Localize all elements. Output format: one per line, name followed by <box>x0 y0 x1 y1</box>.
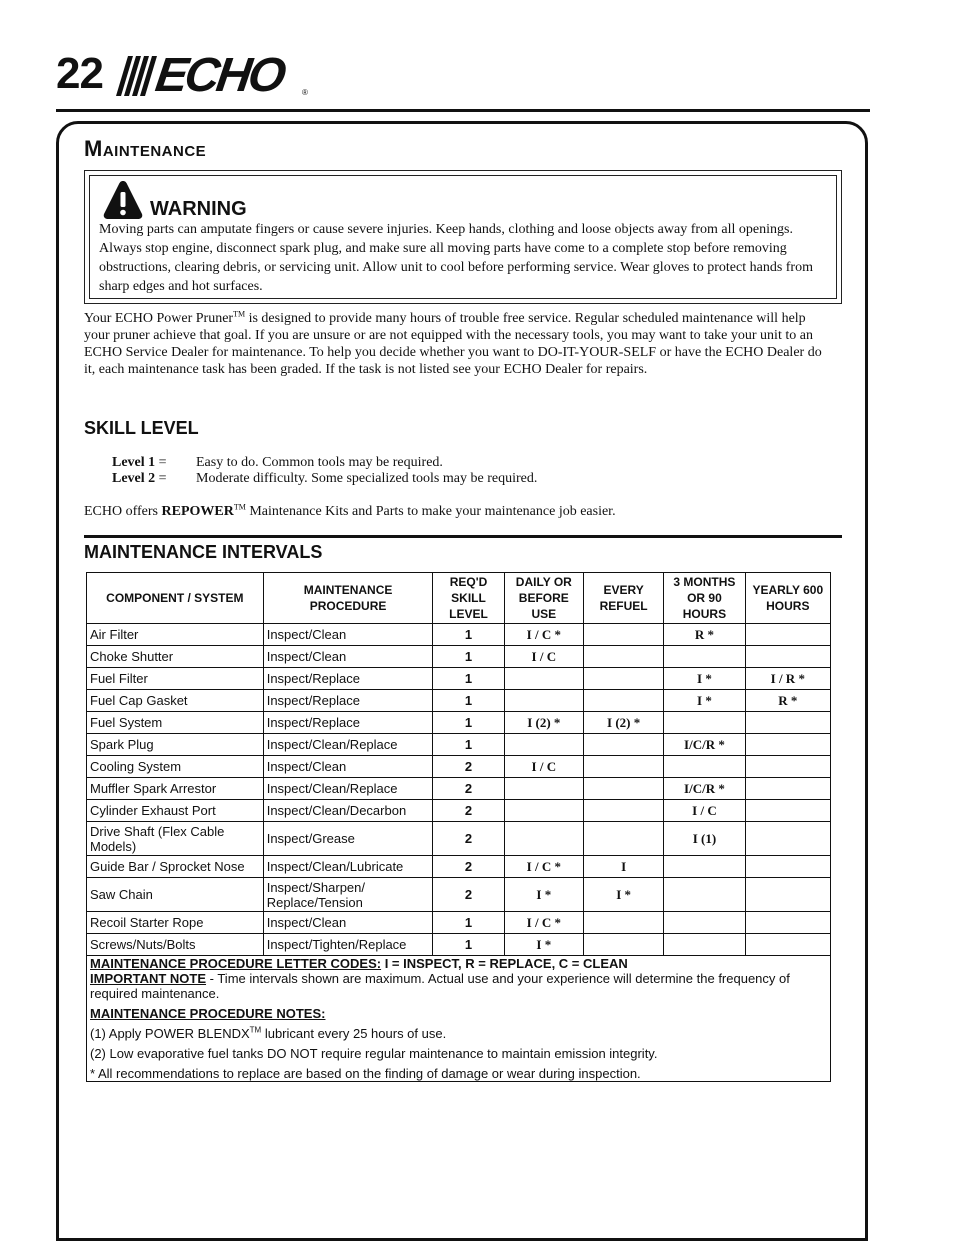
cell-daily <box>504 734 583 756</box>
cell-yearly: R * <box>745 690 830 712</box>
cell-skill: 1 <box>433 734 504 756</box>
table-row <box>87 756 831 778</box>
table-row <box>87 668 831 690</box>
cell-yearly: I / R * <box>745 668 830 690</box>
cell-daily: I * <box>504 878 583 912</box>
logo-stripes-icon <box>116 56 158 96</box>
cell-refuel: I (2) * <box>583 712 663 734</box>
cell-yearly <box>745 912 830 934</box>
cell-daily: I (2) * <box>504 712 583 734</box>
cell-skill: 2 <box>433 778 504 800</box>
intro-text-rest: is designed to provide many hours of trouble free service. Regular scheduled maintenance will help your pruner achieve that goal. If you are unsure or are not equipped with the necessary tools, you may want to take your unit to an ECHO Service Dealer for maintenance. To help you decide whether you want to DO-IT-YOUR-SELF or have the ECHO Dealer do it, each maintenance task has been graded. If the task is not listed see your ECHO Dealer for repairs. <box>84 311 822 377</box>
logo-text: ECHO <box>152 49 287 102</box>
cell-component: Spark Plug <box>87 734 264 756</box>
note-1: (1) Apply POWER BLENDX™ lubricant every 25 hours of use. <box>90 1025 447 1041</box>
skill-level-title: SKILL LEVEL <box>84 418 199 438</box>
warning-inner-border <box>89 175 837 299</box>
cell-daily <box>504 668 583 690</box>
cell-procedure: Inspect/Clean/Replace <box>263 734 433 756</box>
cell-procedure: Inspect/Clean <box>263 912 433 934</box>
cell-skill: 1 <box>433 934 504 956</box>
cell-yearly <box>745 934 830 956</box>
level-1-label: Level 1 = <box>112 455 167 470</box>
cell-component: Fuel Cap Gasket <box>87 690 264 712</box>
cell-months <box>664 912 745 934</box>
cell-daily: I / C <box>504 646 583 668</box>
cell-procedure: Inspect/Sharpen/ Replace/Tension <box>263 878 433 912</box>
cell-skill: 1 <box>433 668 504 690</box>
header-skill: REQ'D SKILL LEVEL <box>433 573 504 624</box>
table-header-row <box>87 573 831 624</box>
notes-cell <box>87 956 831 1082</box>
cell-procedure: Inspect/Clean/Replace <box>263 778 433 800</box>
cell-skill: 2 <box>433 878 504 912</box>
cell-component: Fuel System <box>87 712 264 734</box>
procedure-notes-label: MAINTENANCE PROCEDURE NOTES: <box>90 1006 326 1021</box>
cell-refuel <box>583 690 663 712</box>
repower-brand: REPOWER <box>161 504 234 519</box>
cell-yearly <box>745 734 830 756</box>
cell-daily <box>504 690 583 712</box>
cell-months: I/C/R * <box>664 778 745 800</box>
cell-skill: 2 <box>433 756 504 778</box>
cell-daily <box>504 778 583 800</box>
cell-yearly <box>745 646 830 668</box>
cell-skill: 1 <box>433 912 504 934</box>
cell-yearly <box>745 756 830 778</box>
cell-months <box>664 934 745 956</box>
cell-skill: 1 <box>433 646 504 668</box>
letter-codes: MAINTENANCE PROCEDURE LETTER CODES: I = INSPECT, R = REPLACE, C = CLEAN <box>90 956 628 971</box>
cell-refuel <box>583 668 663 690</box>
trademark-mark: TM <box>233 309 246 319</box>
maintenance-intervals-title: MAINTENANCE INTERVALS <box>84 542 323 562</box>
level-2-label: Level 2 = <box>112 471 167 486</box>
cell-component: Fuel Filter <box>87 668 264 690</box>
cell-skill: 2 <box>433 822 504 856</box>
cell-component: Cooling System <box>87 756 264 778</box>
level-2-description: Moderate difficulty. Some specialized tools may be required. <box>196 471 538 486</box>
cell-daily: I / C <box>504 756 583 778</box>
cell-months <box>664 712 745 734</box>
table-row <box>87 822 831 856</box>
cell-refuel: I <box>583 856 663 878</box>
cell-daily: I / C * <box>504 624 583 646</box>
cell-yearly <box>745 856 830 878</box>
cell-component: Recoil Starter Rope <box>87 912 264 934</box>
cell-daily <box>504 822 583 856</box>
cell-months: R * <box>664 624 745 646</box>
warning-title: WARNING <box>150 198 247 220</box>
cell-refuel <box>583 624 663 646</box>
table-row <box>87 856 831 878</box>
cell-yearly <box>745 624 830 646</box>
header-yearly: YEARLY 600 HOURS <box>745 573 830 624</box>
cell-months: I/C/R * <box>664 734 745 756</box>
notes-row <box>87 956 831 1082</box>
cell-component: Cylinder Exhaust Port <box>87 800 264 822</box>
cell-procedure: Inspect/Replace <box>263 690 433 712</box>
section-rule <box>84 535 842 538</box>
cell-yearly <box>745 878 830 912</box>
page-number: 22 <box>56 49 103 98</box>
cell-refuel <box>583 778 663 800</box>
cell-daily: I / C * <box>504 856 583 878</box>
registered-mark: ® <box>302 88 308 97</box>
cell-months: I / C <box>664 800 745 822</box>
cell-refuel <box>583 934 663 956</box>
intro-paragraph <box>84 310 834 378</box>
cell-component: Air Filter <box>87 624 264 646</box>
cell-months: I * <box>664 668 745 690</box>
repower-note: ECHO offers REPOWER™ Maintenance Kits and Parts to make your maintenance job easier. <box>84 502 616 519</box>
note-2: (2) Low evaporative fuel tanks DO NOT require regular maintenance to maintain emission integrity. <box>90 1046 658 1061</box>
cell-months: I * <box>664 690 745 712</box>
cell-refuel <box>583 756 663 778</box>
cell-procedure: Inspect/Clean <box>263 624 433 646</box>
cell-component: Screws/Nuts/Bolts <box>87 934 264 956</box>
cell-refuel <box>583 822 663 856</box>
cell-refuel <box>583 800 663 822</box>
table-row <box>87 912 831 934</box>
cell-yearly <box>745 800 830 822</box>
header-component: COMPONENT / SYSTEM <box>87 573 264 624</box>
warning-triangle-icon <box>102 180 144 220</box>
echo-logo <box>116 49 316 102</box>
top-rule <box>56 109 870 112</box>
warning-body: Moving parts can amputate fingers or cause severe injuries. Keep hands, clothing and loose objects away from all openings. Always stop engine, disconnect spark plug, and make sure all moving parts have come to a complete stop before removing obstructions, clearing debris, or servicing unit. Allow unit to cool before performing service. Wear gloves to protect hands from sharp edges and hot surfaces. <box>99 222 813 294</box>
cell-refuel <box>583 912 663 934</box>
header-months: 3 MONTHS OR 90 HOURS <box>664 573 745 624</box>
cell-component: Choke Shutter <box>87 646 264 668</box>
cell-skill: 2 <box>433 800 504 822</box>
cell-skill: 1 <box>433 712 504 734</box>
cell-daily: I * <box>504 934 583 956</box>
header-daily: DAILY OR BEFORE USE <box>504 573 583 624</box>
cell-months <box>664 856 745 878</box>
important-note: IMPORTANT NOTE - Time intervals shown are maximum. Actual use and your experience will determine the frequency of required maintenance. <box>90 971 790 1001</box>
cell-yearly <box>745 822 830 856</box>
cell-skill: 2 <box>433 856 504 878</box>
cell-skill: 1 <box>433 624 504 646</box>
table-row <box>87 800 831 822</box>
cell-procedure: Inspect/Tighten/Replace <box>263 934 433 956</box>
cell-component: Muffler Spark Arrestor <box>87 778 264 800</box>
section-title: Maintenance <box>84 136 207 161</box>
table-row <box>87 878 831 912</box>
table-row <box>87 778 831 800</box>
cell-months: I (1) <box>664 822 745 856</box>
cell-daily: I / C * <box>504 912 583 934</box>
cell-procedure: Inspect/Clean <box>263 756 433 778</box>
cell-yearly <box>745 712 830 734</box>
level-1-description: Easy to do. Common tools may be required. <box>196 455 443 470</box>
warning-box <box>84 170 842 304</box>
cell-yearly <box>745 778 830 800</box>
cell-component: Drive Shaft (Flex Cable Models) <box>87 822 264 856</box>
cell-refuel: I * <box>583 878 663 912</box>
cell-procedure: Inspect/Replace <box>263 668 433 690</box>
table-row <box>87 690 831 712</box>
cell-months <box>664 756 745 778</box>
table-row <box>87 624 831 646</box>
cell-procedure: Inspect/Clean <box>263 646 433 668</box>
cell-refuel <box>583 646 663 668</box>
cell-procedure: Inspect/Grease <box>263 822 433 856</box>
cell-procedure: Inspect/Replace <box>263 712 433 734</box>
table-row <box>87 934 831 956</box>
maintenance-table <box>86 572 831 1082</box>
cell-procedure: Inspect/Clean/Lubricate <box>263 856 433 878</box>
cell-months <box>664 878 745 912</box>
note-3: * All recommendations to replace are based on the finding of damage or wear during inspection. <box>90 1066 641 1081</box>
cell-procedure: Inspect/Clean/Decarbon <box>263 800 433 822</box>
cell-component: Guide Bar / Sprocket Nose <box>87 856 264 878</box>
header-refuel: EVERY REFUEL <box>583 573 663 624</box>
cell-component: Saw Chain <box>87 878 264 912</box>
table-row <box>87 734 831 756</box>
header-procedure: MAINTENANCE PROCEDURE <box>263 573 433 624</box>
cell-skill: 1 <box>433 690 504 712</box>
cell-months <box>664 646 745 668</box>
cell-refuel <box>583 734 663 756</box>
table-row <box>87 712 831 734</box>
intro-text-start: Your ECHO Power Pruner <box>84 311 234 326</box>
table-row <box>87 646 831 668</box>
cell-daily <box>504 800 583 822</box>
